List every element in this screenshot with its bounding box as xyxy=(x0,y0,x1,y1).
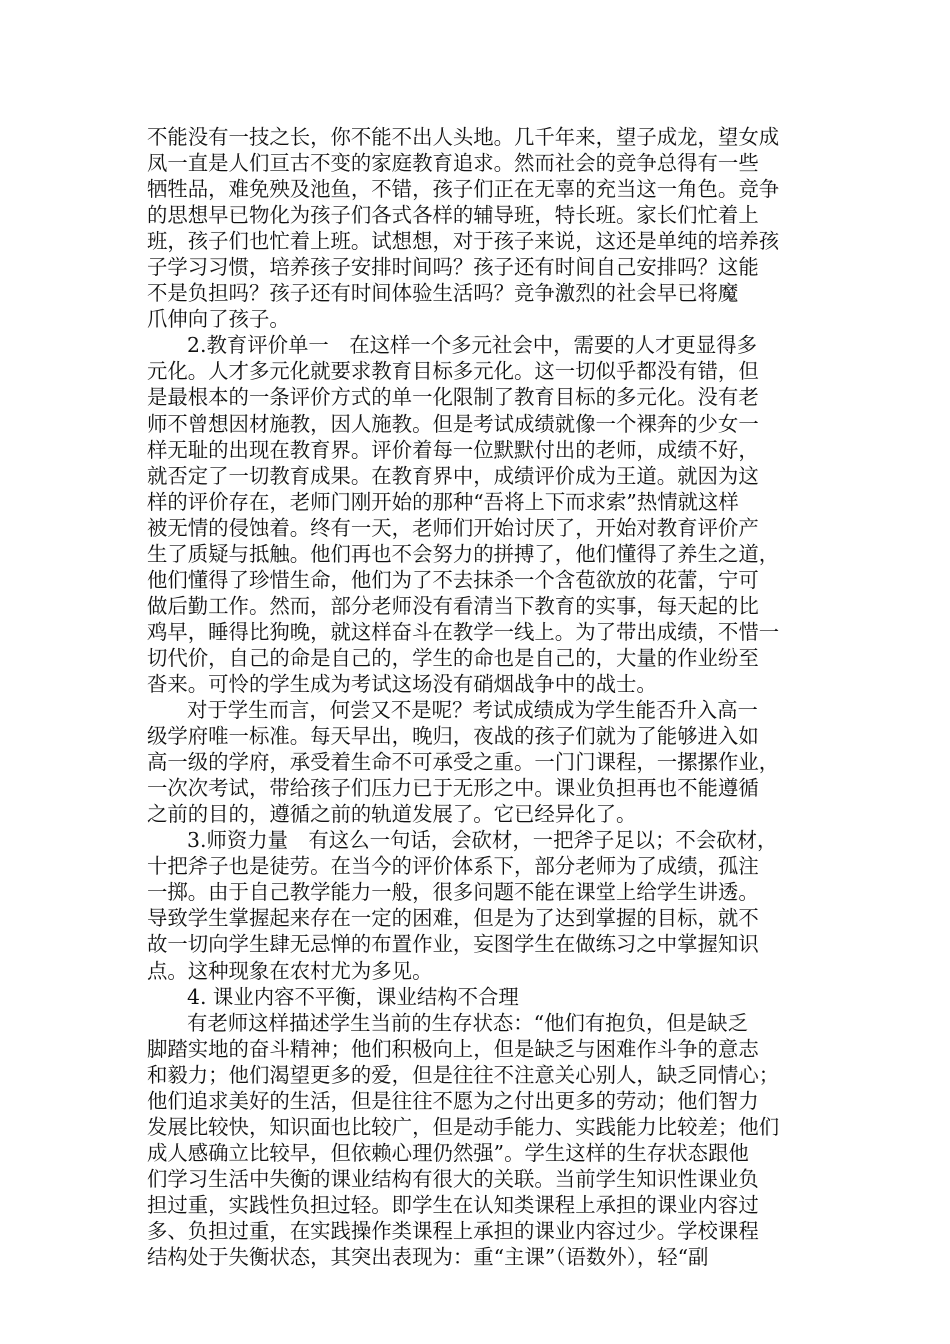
text-line: 多、负担过重，在实践操作类课程上承担的课业内容过少。学校课程 xyxy=(147,1218,759,1243)
text-line: 是最根本的一条评价方式的单一化限制了教育目标的多元化。没有老 xyxy=(147,385,759,410)
text-line: 故一切向学生肆无忌惮的布置作业，妄图学生在做练习之中掌握知识 xyxy=(147,932,759,957)
text-line: 师不曾想因材施教，因人施教。但是考试成绩就像一个裸奔的少女一 xyxy=(147,411,759,436)
text-line: 级学府唯一标准。每天早出，晚归，夜战的孩子们就为了能够进入如 xyxy=(147,724,759,749)
text-line: 高一级的学府，承受着生命不可承受之重。一门门课程，一摞摞作业， xyxy=(147,750,780,775)
text-line: 不能没有一技之长，你不能不出人头地。几千年来，望子成龙，望女成 xyxy=(147,125,780,149)
text-line: 被无情的侵蚀着。终有一天，老师们开始讨厌了，开始对教育评价产 xyxy=(147,515,759,540)
text-line: 生了质疑与抵触。他们再也不会努力的拼搏了，他们懂得了养生之道， xyxy=(147,541,780,566)
text-line: 样无耻的出现在教育界。评价着每一位默默付出的老师，成绩不好， xyxy=(147,437,759,462)
text-line: 导致学生掌握起来存在一定的困难，但是为了达到掌握的目标，就不 xyxy=(147,906,759,931)
text-line: 切代价，自己的命是自己的，学生的命也是自己的，大量的作业纷至 xyxy=(147,645,759,670)
text-line: 他们懂得了珍惜生命，他们为了不去抹杀一个含苞欲放的花蕾，宁可 xyxy=(147,567,759,592)
text-line: 子学习习惯，培养孩子安排时间吗？孩子还有时间自己安排吗？这能 xyxy=(147,255,759,280)
text-line: 脚踏实地的奋斗精神；他们积极向上，但是缺乏与困难作斗争的意志 xyxy=(147,1036,759,1061)
document-body-text xyxy=(147,124,805,1270)
text-line: 发展比较快，知识面也比较广，但是动手能力、实践能力比较差；他们 xyxy=(147,1114,780,1139)
text-line: 元化。人才多元化就要求教育目标多元化。这一切似乎都没有错，但 xyxy=(147,359,759,384)
text-line: 对于学生而言，何尝又不是呢？考试成绩成为学生能否升入高一 xyxy=(187,698,758,723)
text-line: 爪伸向了孩子。 xyxy=(147,307,290,332)
text-line: 有老师这样描述学生当前的生存状态：“他们有抱负，但是缺乏 xyxy=(187,1010,748,1035)
text-line: 做后勤工作。然而，部分老师没有看清当下教育的实事，每天起的比 xyxy=(147,593,759,618)
text-line: 牺牲品，难免殃及池鱼，不错，孩子们正在无辜的充当这一角色。竞争 xyxy=(147,177,780,202)
text-line: 成人感确立比较早，但依赖心理仍然强”。学生这样的生存状态跟他 xyxy=(147,1140,749,1165)
text-line: 结构处于失衡状态，其突出表现为：重“主课”（语数外），轻“副 xyxy=(147,1245,709,1270)
text-line: 和毅力；他们渴望更多的爱，但是往往不注意关心别人，缺乏同情心； xyxy=(147,1062,780,1087)
text-line: 的思想早已物化为孩子们各式各样的辅导班，特长班。家长们忙着上 xyxy=(147,203,759,228)
text-line: 就否定了一切教育成果。在教育界中，成绩评价成为王道。就因为这 xyxy=(147,463,759,488)
text-line: 一次次考试，带给孩子们压力已于无形之中。课业负担再也不能遵循 xyxy=(147,776,759,801)
text-line: 不是负担吗？孩子还有时间体验生活吗？竞争激烈的社会早已将魔 xyxy=(147,281,739,306)
text-line: 样的评价存在，老师门刚开始的那种“吾将上下而求索”热情就这样 xyxy=(147,489,739,514)
text-line: 沓来。可怜的学生成为考试这场没有硝烟战争中的战士。 xyxy=(147,671,657,696)
text-line: 2.教育评价单一 在这样一个多元社会中，需要的人才更显得多 xyxy=(187,333,757,358)
text-line: 十把斧子也是徒劳。在当今的评价体系下，部分老师为了成绩，孤注 xyxy=(147,854,759,879)
text-line: 一掷。由于自己教学能力一般，很多问题不能在课堂上给学生讲透。 xyxy=(147,880,759,905)
text-line: 们学习生活中失衡的课业结构有很大的关联。当前学生知识性课业负 xyxy=(147,1166,759,1191)
text-line: 之前的目的，遵循之前的轨道发展了。它已经异化了。 xyxy=(147,802,637,827)
text-line: 点。这种现象在农村尤为多见。 xyxy=(147,958,433,983)
text-line: 4. 课业内容不平衡，课业结构不合理 xyxy=(187,984,519,1009)
text-line: 3.师资力量 有这么一句话，会砍材，一把斧子足以；不会砍材， xyxy=(187,828,778,853)
text-line: 凤一直是人们亘古不变的家庭教育追求。然而社会的竞争总得有一些 xyxy=(147,151,759,176)
text-line: 担过重，实践性负担过轻。即学生在认知类课程上承担的课业内容过 xyxy=(147,1192,759,1217)
text-line: 鸡早，睡得比狗晚，就这样奋斗在教学一线上。为了带出成绩，不惜一 xyxy=(147,619,780,644)
text-line: 班，孩子们也忙着上班。试想想，对于孩子来说，这还是单纯的培养孩 xyxy=(147,229,780,254)
text-line: 他们追求美好的生活，但是往往不愿为之付出更多的劳动；他们智力 xyxy=(147,1088,759,1113)
